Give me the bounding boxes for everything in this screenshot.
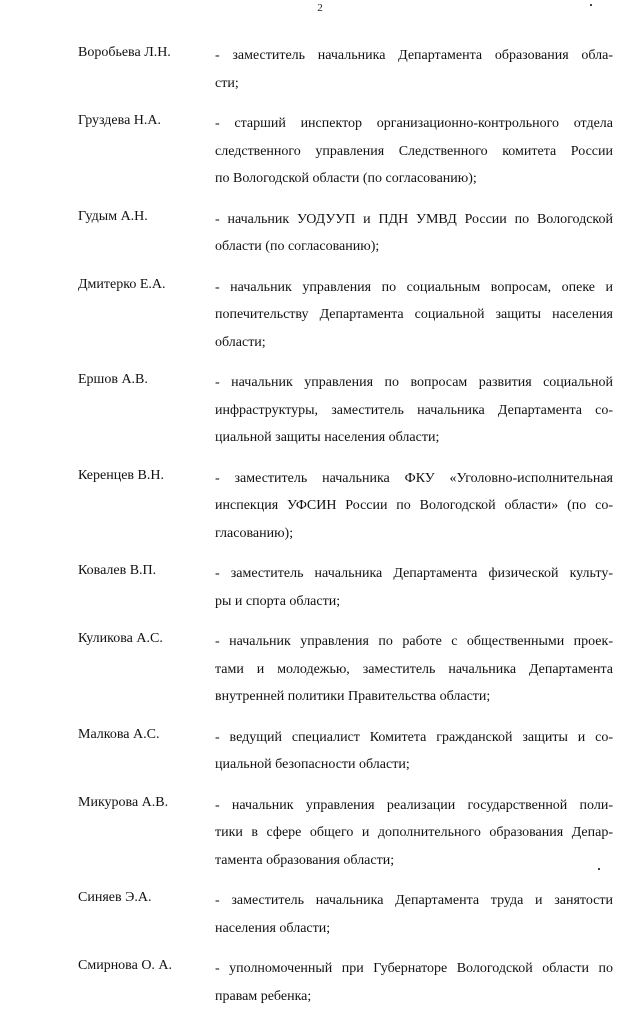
member-name: Воробьева Л.Н. [78, 45, 171, 60]
position-line: ры и спорта области; [215, 593, 341, 609]
list-item [0, 110, 640, 193]
member-list [0, 42, 640, 1023]
member-position [215, 206, 613, 261]
member-name: Малкова А.С. [78, 726, 160, 742]
member-name: Керенцев В.Н. [78, 467, 164, 483]
member-name: Ковалев В.П. [78, 563, 157, 578]
position-line: населения области; [215, 920, 331, 936]
member-name: Синяев Э.А. [78, 890, 152, 905]
list-item [0, 792, 640, 875]
position-line: циальной защиты населения области; [215, 430, 440, 445]
position-line: внутренней политики Правительства области; [215, 689, 491, 704]
position-line: - заместитель начальника ФКУ «Уголовно-исполнительная [215, 470, 613, 486]
position-line: области (по согласованию); [215, 239, 380, 254]
member-position [215, 42, 613, 97]
position-line: сти; [215, 75, 239, 91]
member-name: Груздева Н.А. [78, 113, 162, 128]
position-line: тамента образования области; [215, 852, 395, 868]
position-line: инфраструктуры, заместитель начальника Департамента со- [215, 402, 613, 418]
list-item [0, 42, 640, 97]
position-line: - ведущий специалист Комитета гражданской защиты и со- [215, 729, 613, 745]
position-line: тики в сфере общего и дополнительного образования Депар- [215, 825, 613, 840]
scan-mark [598, 868, 600, 870]
member-name: Микурова А.В. [78, 794, 169, 810]
member-position [215, 724, 613, 779]
member-position [215, 560, 613, 615]
position-line: тами и молодежью, заместитель начальника Департамента [215, 661, 613, 677]
position-line: гласованию); [215, 525, 294, 541]
page-number: 2 [317, 2, 323, 14]
list-item [0, 206, 640, 261]
member-position [215, 369, 613, 452]
position-line: - начальник управления по вопросам развития социальной [215, 375, 613, 390]
list-item [0, 465, 640, 548]
position-line: - заместитель начальника Департамента физической культу- [215, 566, 613, 581]
member-name: Дмитерко Е.А. [78, 276, 166, 292]
position-line: инспекция УФСИН России по Вологодской области» (по со- [215, 498, 613, 513]
position-line: - заместитель начальника Департамента труда и занятости [215, 893, 613, 908]
member-position [215, 955, 613, 1010]
position-line: правам ребенка; [215, 988, 312, 1004]
member-name: Куликова А.С. [78, 631, 163, 646]
member-position [215, 110, 613, 193]
list-item [0, 560, 640, 615]
position-line: области; [215, 334, 266, 350]
scan-mark [590, 4, 592, 6]
member-name: Гудым А.Н. [78, 208, 148, 224]
position-line: - начальник управления по социальным вопросам, опеке и [215, 279, 613, 295]
list-item [0, 628, 640, 711]
position-line: циальной безопасности области; [215, 757, 410, 772]
list-item [0, 274, 640, 357]
position-line: - уполномоченный при Губернаторе Вологодской области по [215, 961, 613, 976]
member-position [215, 792, 613, 875]
member-position [215, 628, 613, 711]
list-item [0, 955, 640, 1010]
position-line: по Вологодской области (по согласованию); [215, 171, 477, 186]
list-item [0, 887, 640, 942]
member-position [215, 465, 613, 548]
position-line: - начальник управления по работе с общественными проек- [215, 634, 613, 649]
member-position [215, 887, 613, 942]
position-line: следственного управления Следственного комитета России [215, 143, 613, 159]
member-name: Ершов А.В. [78, 372, 148, 387]
list-item [0, 724, 640, 779]
member-position [215, 274, 613, 357]
position-line: - начальник УОДУУП и ПДН УМВД России по Вологодской [215, 211, 613, 227]
position-line: - старший инспектор организационно-контрольного отдела [215, 116, 613, 131]
member-name: Смирнова О. А. [78, 958, 173, 973]
position-line: - заместитель начальника Департамента образования обла- [215, 48, 613, 63]
position-line: - начальник управления реализации государственной поли- [215, 797, 613, 813]
position-line: попечительству Департамента социальной защиты населения [215, 307, 613, 322]
list-item [0, 369, 640, 452]
